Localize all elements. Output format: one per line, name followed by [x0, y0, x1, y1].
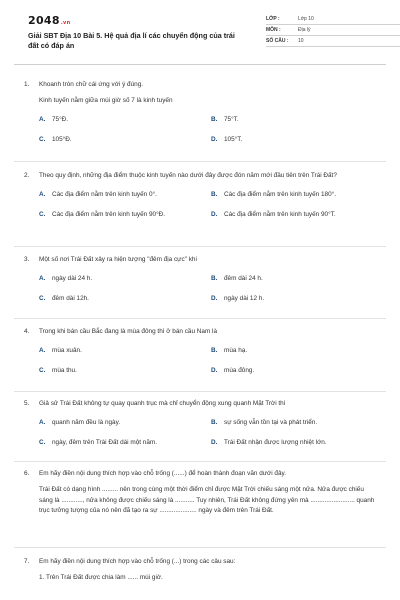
question-number: 6.: [24, 470, 30, 477]
page-header: [14, 0, 386, 58]
question-stem: Em hãy điền nội dung thích hợp vào chỗ trống (......) để hoàn thành đoạn văn dưới đây.: [39, 470, 287, 477]
question-number: 3.: [24, 256, 30, 263]
option-letter: B.: [211, 275, 218, 282]
meta-value: 10: [298, 38, 304, 44]
option-letter: A.: [39, 116, 46, 123]
question-5: [24, 399, 376, 447]
question-stem: Giả sử Trái Đất không tự quay quanh trục mà chỉ chuyển động xung quanh Mặt Trời thì: [39, 400, 286, 407]
fill-in-paragraph: Trái Đất có dạng hình ......... nên trong cùng một thời điểm chỉ được Mặt Trời chiếu sáng một nửa. Nửa được chiếu sáng là ............, nửa không được chiếu sáng là ........... Tuy nhiên, Trái Đất không đứng yên mà ......................... quanh trục tưởng tượng của nó nên đã tạo ra sự ..................... ngày và đêm trên Trái Đất.: [39, 486, 375, 514]
option-letter: B.: [211, 116, 218, 123]
question-stem: Một số nơi Trái Đất xảy ra hiện tượng "đêm địa cực" khi: [39, 256, 197, 263]
meta-label: SỐ CÂU :: [266, 38, 289, 44]
options-grid: [39, 418, 376, 447]
logo-main: 2048: [28, 14, 60, 27]
option-letter: A.: [39, 347, 46, 354]
option-a[interactable]: [39, 115, 211, 124]
option-text: mùa hạ.: [224, 347, 248, 354]
option-letter: C.: [39, 211, 46, 218]
option-text: đêm dài 24 h.: [224, 275, 263, 282]
question-number: 2.: [24, 172, 30, 179]
option-text: đêm dài 12h.: [52, 295, 89, 302]
option-letter: B.: [211, 347, 218, 354]
option-a[interactable]: [39, 346, 211, 355]
option-c[interactable]: [39, 135, 211, 144]
option-a[interactable]: [39, 274, 211, 283]
question-stem: Theo quy định, những địa điểm thuộc kinh tuyến nào dưới đây được đón năm mới đầu tiên trên Trái Đất?: [39, 172, 337, 179]
option-text: ngày, đêm trên Trái Đất dài một năm.: [52, 439, 158, 446]
option-text: Các địa điểm nằm trên kinh tuyến 180°.: [224, 191, 336, 198]
question-separator: [14, 318, 386, 319]
option-letter: D.: [211, 211, 218, 218]
question-separator: [14, 246, 386, 247]
option-d[interactable]: [211, 366, 376, 375]
option-letter: B.: [211, 191, 218, 198]
meta-row-count: [266, 36, 400, 47]
question-separator: [14, 461, 386, 462]
option-b[interactable]: [211, 346, 376, 355]
question-number: 7.: [24, 558, 30, 565]
logo-suffix: .vn: [60, 20, 71, 26]
meta-value: Địa lý: [298, 27, 311, 33]
option-text: sự sống vẫn tồn tại và phát triển.: [224, 419, 318, 426]
option-c[interactable]: [39, 210, 211, 219]
option-a[interactable]: [39, 190, 211, 199]
question-separator: [14, 547, 386, 548]
option-letter: C.: [39, 136, 46, 143]
option-text: quanh năm đều là ngày.: [52, 419, 121, 426]
option-b[interactable]: [211, 418, 376, 427]
option-text: ngày dài 12 h.: [224, 295, 265, 302]
options-grid: [39, 346, 376, 375]
option-text: mùa xuân.: [52, 347, 82, 354]
site-logo[interactable]: [28, 14, 70, 27]
option-text: Trái Đất nhận được lượng nhiệt lớn.: [224, 439, 327, 446]
option-text: 75°T.: [224, 116, 239, 123]
question-7: [24, 557, 376, 583]
option-letter: D.: [211, 295, 218, 302]
question-separator: [14, 161, 386, 162]
options-grid: [39, 190, 376, 219]
option-d[interactable]: [211, 438, 376, 447]
option-text: 105°T.: [224, 136, 243, 143]
option-c[interactable]: [39, 294, 211, 303]
option-text: 105°Đ.: [52, 136, 72, 143]
option-letter: D.: [211, 439, 218, 446]
option-letter: B.: [211, 419, 218, 426]
question-separator: [14, 391, 386, 392]
option-letter: D.: [211, 136, 218, 143]
question-4: [24, 327, 376, 375]
option-text: mùa đông.: [224, 367, 255, 374]
option-text: mùa thu.: [52, 367, 77, 374]
question-1: [24, 80, 376, 144]
option-letter: A.: [39, 419, 46, 426]
question-number: 1.: [24, 81, 30, 88]
option-letter: D.: [211, 367, 218, 374]
option-a[interactable]: [39, 418, 211, 427]
question-number: 4.: [24, 328, 30, 335]
question-stem: Khoanh tròn chữ cái ứng với ý đúng.: [39, 81, 144, 88]
meta-label: LỚP :: [266, 16, 280, 22]
option-text: 75°Đ.: [52, 116, 69, 123]
option-text: Các địa điểm nằm trên kinh tuyến 90°Đ.: [52, 211, 166, 218]
document-title: Giải SBT Địa 10 Bài 5. Hệ quả địa lí các chuyển động của trái đất có đáp án: [28, 31, 235, 50]
meta-row-class: [266, 14, 400, 25]
option-text: Các địa điểm nằm trên kinh tuyến 90°T.: [224, 211, 336, 218]
header-divider: [14, 64, 386, 65]
option-text: Các địa điểm nằm trên kinh tuyến 0°.: [52, 191, 157, 198]
question-2: [24, 171, 376, 219]
meta-value: Lớp 10: [298, 16, 314, 22]
question-stem: Em hãy điền nội dung thích hợp vào chỗ trống (...) trong các câu sau:: [39, 558, 236, 565]
option-c[interactable]: [39, 366, 211, 375]
option-c[interactable]: [39, 438, 211, 447]
meta-row-subject: [266, 25, 400, 36]
option-letter: A.: [39, 191, 46, 198]
question-stem: Trong khi bán cầu Bắc đang là mùa đông thì ở bán cầu Nam là: [39, 328, 218, 335]
option-letter: C.: [39, 295, 46, 302]
question-number: 5.: [24, 400, 30, 407]
option-letter: C.: [39, 367, 46, 374]
meta-label: MÔN :: [266, 27, 281, 33]
option-b[interactable]: [211, 115, 376, 124]
options-grid: [39, 115, 376, 144]
option-letter: C.: [39, 439, 46, 446]
meta-box: [266, 14, 400, 47]
question-6: [24, 469, 376, 517]
option-d[interactable]: [211, 210, 376, 219]
question-subtext: 1. Trên Trái Đất được chia làm ...... múi giờ.: [39, 574, 163, 581]
options-grid: [39, 274, 376, 303]
question-subtext: Kinh tuyến nằm giữa múi giờ số 7 là kinh tuyến: [39, 97, 173, 104]
question-3: [24, 255, 376, 303]
option-letter: A.: [39, 275, 46, 282]
option-b[interactable]: [211, 190, 376, 199]
option-text: ngày dài 24 h.: [52, 275, 93, 282]
option-b[interactable]: [211, 274, 376, 283]
option-d[interactable]: [211, 294, 376, 303]
option-d[interactable]: [211, 135, 376, 144]
